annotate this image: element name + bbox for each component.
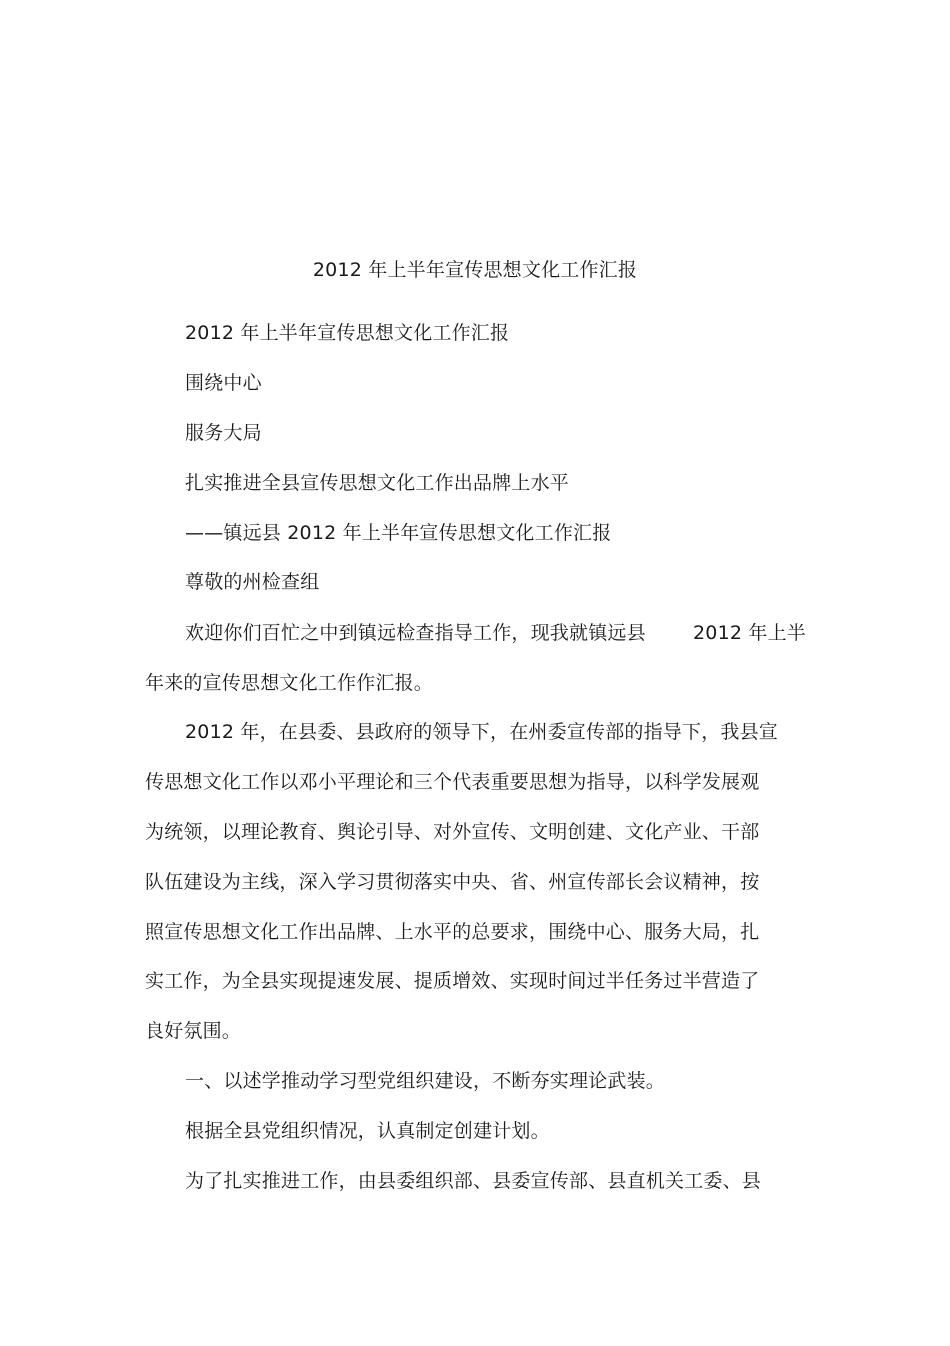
paragraph-line: 根据全县党组织情况，认真制定创建计划。 xyxy=(185,1120,550,1142)
paragraph-line: 传思想文化工作以邓小平理论和三个代表重要思想为指导，以科学发展观 xyxy=(145,771,760,793)
document-title: 2012 年上半年宣传思想文化工作汇报 xyxy=(312,259,638,281)
heading-line: 围绕中心 xyxy=(185,372,262,394)
heading-line: 服务大局 xyxy=(185,422,262,444)
paragraph-line: 照宣传思想文化工作出品牌、上水平的总要求，围绕中心、服务大局，扎 xyxy=(145,921,760,943)
paragraph-line: 实工作，为全县实现提速发展、提质增效、实现时间过半任务过半营造了 xyxy=(145,970,760,992)
greeting-text: 年来的宣传思想文化工作作汇报。 xyxy=(145,672,434,694)
greeting-text: 欢迎你们百忙之中到镇远检查指导工作，现我就镇远县 xyxy=(185,622,646,644)
paragraph-line: 2012 年，在县委、县政府的领导下，在州委宣传部的指导下，我县宣 xyxy=(185,721,778,743)
paragraph-line: 良好氛围。 xyxy=(145,1020,242,1042)
salutation: 尊敬的州检查组 xyxy=(185,571,320,593)
greeting-text-year: 2012 年上半 xyxy=(693,622,806,644)
heading-line: 2012 年上半年宣传思想文化工作汇报 xyxy=(185,322,510,344)
subtitle-line: ——镇远县 2012 年上半年宣传思想文化工作汇报 xyxy=(185,522,612,544)
paragraph-line: 为了扎实推进工作，由县委组织部、县委宣传部、县直机关工委、县 xyxy=(185,1170,762,1192)
heading-line: 扎实推进全县宣传思想文化工作出品牌上水平 xyxy=(185,472,570,494)
paragraph-line: 队伍建设为主线，深入学习贯彻落实中央、省、州宣传部长会议精神，按 xyxy=(145,871,760,893)
section-heading: 一、以述学推动学习型党组织建设，不断夯实理论武装。 xyxy=(185,1070,666,1092)
paragraph-line: 为统领，以理论教育、舆论引导、对外宣传、文明创建、文化产业、干部 xyxy=(145,821,760,843)
